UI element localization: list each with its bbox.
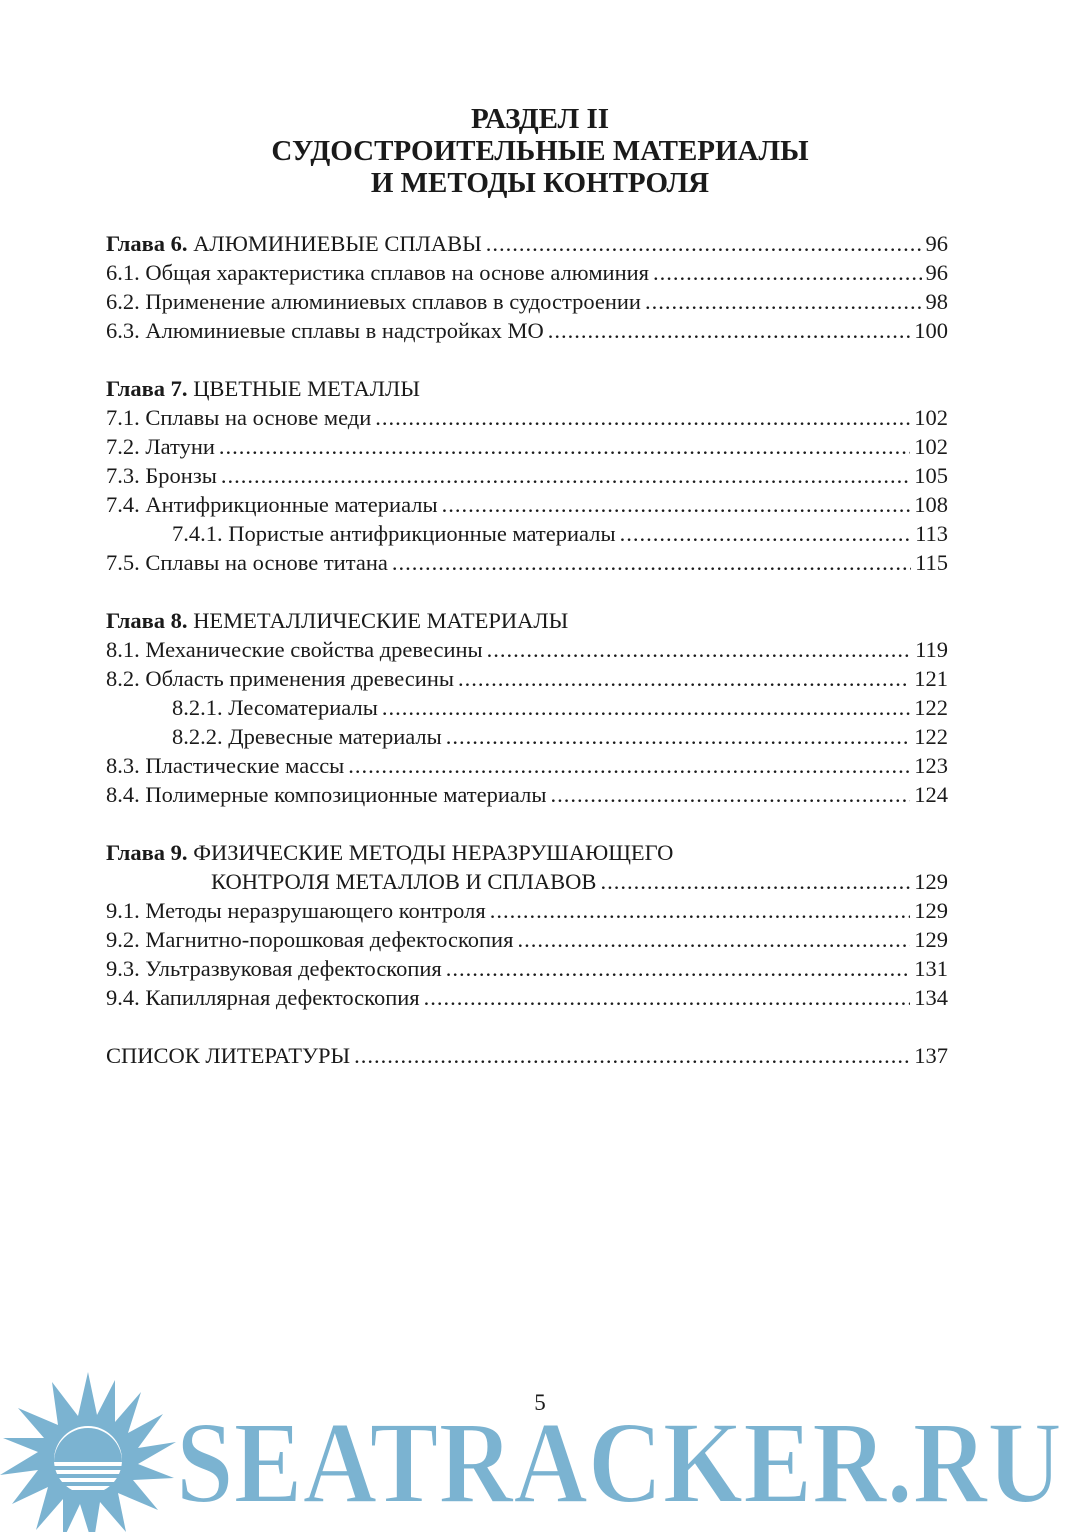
entry-label: 8.2.2. Древесные материалы: [172, 724, 442, 749]
toc-chapter-7[interactable]: [106, 374, 948, 403]
section-title-line2: И МЕТОДЫ КОНТРОЛЯ: [370, 167, 710, 199]
page-ref: 124: [914, 782, 948, 807]
dot-leader: [348, 751, 910, 780]
dot-leader: [354, 1041, 910, 1070]
toc-entry[interactable]: [106, 432, 948, 461]
entry-label: 9.3. Ультразвуковая дефектоскопия: [106, 956, 442, 981]
toc-entry[interactable]: [106, 896, 948, 925]
toc-subentry[interactable]: [106, 722, 948, 751]
chapter-prefix: Глава 6.: [106, 231, 188, 256]
entry-label: СПИСОК ЛИТЕРАТУРЫ: [106, 1043, 351, 1068]
toc-subentry[interactable]: [106, 519, 948, 548]
toc-entry[interactable]: [106, 635, 948, 664]
entry-label: 6.2. Применение алюминиевых сплавов в судостроении: [106, 289, 641, 314]
page-ref: 100: [914, 318, 948, 343]
toc-entry[interactable]: [106, 780, 948, 809]
entry-label: 9.2. Магнитно-порошковая дефектоскопия: [106, 927, 514, 952]
toc-chapter-8[interactable]: [106, 606, 948, 635]
page-ref: 137: [914, 1043, 948, 1068]
dot-leader: [620, 519, 912, 548]
section-title-line1: СУДОСТРОИТЕЛЬНЫЕ МАТЕРИАЛЫ: [271, 135, 809, 167]
dot-leader: [548, 316, 911, 345]
dot-leader: [487, 635, 911, 664]
toc-chapter-9-continued[interactable]: [106, 867, 948, 896]
toc-entry[interactable]: [106, 925, 948, 954]
chapter-title: НЕМЕТАЛЛИЧЕСКИЕ МАТЕРИАЛЫ: [193, 608, 569, 633]
toc-entry[interactable]: [106, 751, 948, 780]
page-ref: 102: [914, 405, 948, 430]
entry-label: 6.3. Алюминиевые сплавы в надстройках МО: [106, 318, 544, 343]
chapter-prefix: Глава 9.: [106, 840, 188, 865]
toc-entry[interactable]: [106, 403, 948, 432]
toc-entry[interactable]: [106, 548, 948, 577]
dot-leader: [392, 548, 911, 577]
dot-leader: [446, 954, 910, 983]
dot-leader: [486, 229, 922, 258]
page-ref: 108: [914, 492, 948, 517]
section-number: РАЗДЕЛ II: [470, 103, 610, 135]
dot-leader: [550, 780, 910, 809]
table-of-contents: [106, 229, 948, 1070]
page-number: 5: [534, 1390, 546, 1415]
chapter-title-line1: ФИЗИЧЕСКИЕ МЕТОДЫ НЕРАЗРУШАЮЩЕГО: [193, 840, 674, 865]
page-ref: 115: [915, 550, 948, 575]
page-ref: 129: [914, 869, 948, 894]
dot-leader: [221, 461, 910, 490]
entry-label: 8.4. Полимерные композиционные материалы: [106, 782, 547, 807]
dot-leader: [490, 896, 911, 925]
chapter-title-line2: КОНТРОЛЯ МЕТАЛЛОВ И СПЛАВОВ: [211, 869, 597, 894]
toc-entry[interactable]: [106, 316, 948, 345]
dot-leader: [424, 983, 911, 1012]
toc-entry[interactable]: [106, 954, 948, 983]
entry-label: 9.1. Методы неразрушающего контроля: [106, 898, 486, 923]
page-ref: 119: [915, 637, 948, 662]
toc-bibliography[interactable]: [106, 1041, 948, 1070]
page-ref: 123: [914, 753, 948, 778]
watermark-text: SEATRACKER.RU: [176, 1397, 1062, 1528]
dot-leader: [382, 693, 910, 722]
page-ref: 98: [925, 289, 948, 314]
toc-chapter-9[interactable]: [106, 838, 948, 867]
page-ref: 102: [914, 434, 948, 459]
dot-leader: [446, 722, 910, 751]
dot-leader: [219, 432, 910, 461]
toc-entry[interactable]: [106, 664, 948, 693]
entry-label: 7.4.1. Пористые антифрикционные материалы: [172, 521, 616, 546]
toc-entry[interactable]: [106, 287, 948, 316]
dot-leader: [442, 490, 911, 519]
chapter-title: АЛЮМИНИЕВЫЕ СПЛАВЫ: [193, 231, 482, 256]
entry-label: 6.1. Общая характеристика сплавов на основе алюминия: [106, 260, 650, 285]
entry-label: 7.4. Антифрикционные материалы: [106, 492, 438, 517]
dot-leader: [458, 664, 910, 693]
entry-label: 9.4. Капиллярная дефектоскопия: [106, 985, 420, 1010]
entry-label: 8.2. Область применения древесины: [106, 666, 454, 691]
page-ref: 122: [914, 724, 948, 749]
chapter-prefix: Глава 7.: [106, 376, 188, 401]
entry-label: 8.3. Пластические массы: [106, 753, 345, 778]
dot-leader: [517, 925, 910, 954]
entry-label: 7.3. Бронзы: [106, 463, 217, 488]
page-ref: 129: [914, 898, 948, 923]
page-ref: 105: [914, 463, 948, 488]
page-ref: 96: [925, 231, 948, 256]
dot-leader: [645, 287, 922, 316]
toc-entry[interactable]: [106, 258, 948, 287]
page-ref: 122: [914, 695, 948, 720]
toc-entry[interactable]: [106, 983, 948, 1012]
chapter-prefix: Глава 8.: [106, 608, 188, 633]
toc-entry[interactable]: [106, 490, 948, 519]
toc-subentry[interactable]: [106, 693, 948, 722]
entry-label: 7.5. Сплавы на основе титана: [106, 550, 388, 575]
entry-label: 7.2. Латуни: [106, 434, 215, 459]
page-ref: 134: [914, 985, 948, 1010]
page-ref: 96: [925, 260, 948, 285]
entry-label: 7.1. Сплавы на основе меди: [106, 405, 372, 430]
dot-leader: [375, 403, 910, 432]
page-ref: 121: [914, 666, 948, 691]
dot-leader: [653, 258, 921, 287]
chapter-title: ЦВЕТНЫЕ МЕТАЛЛЫ: [193, 376, 420, 401]
entry-label: 8.2.1. Лесоматериалы: [172, 695, 378, 720]
toc-chapter-6[interactable]: [106, 229, 948, 258]
page-ref: 113: [915, 521, 948, 546]
entry-label: 8.1. Механические свойства древесины: [106, 637, 483, 662]
dot-leader: [600, 867, 910, 896]
page-ref: 131: [914, 956, 948, 981]
page-ref: 129: [914, 927, 948, 952]
toc-entry[interactable]: [106, 461, 948, 490]
